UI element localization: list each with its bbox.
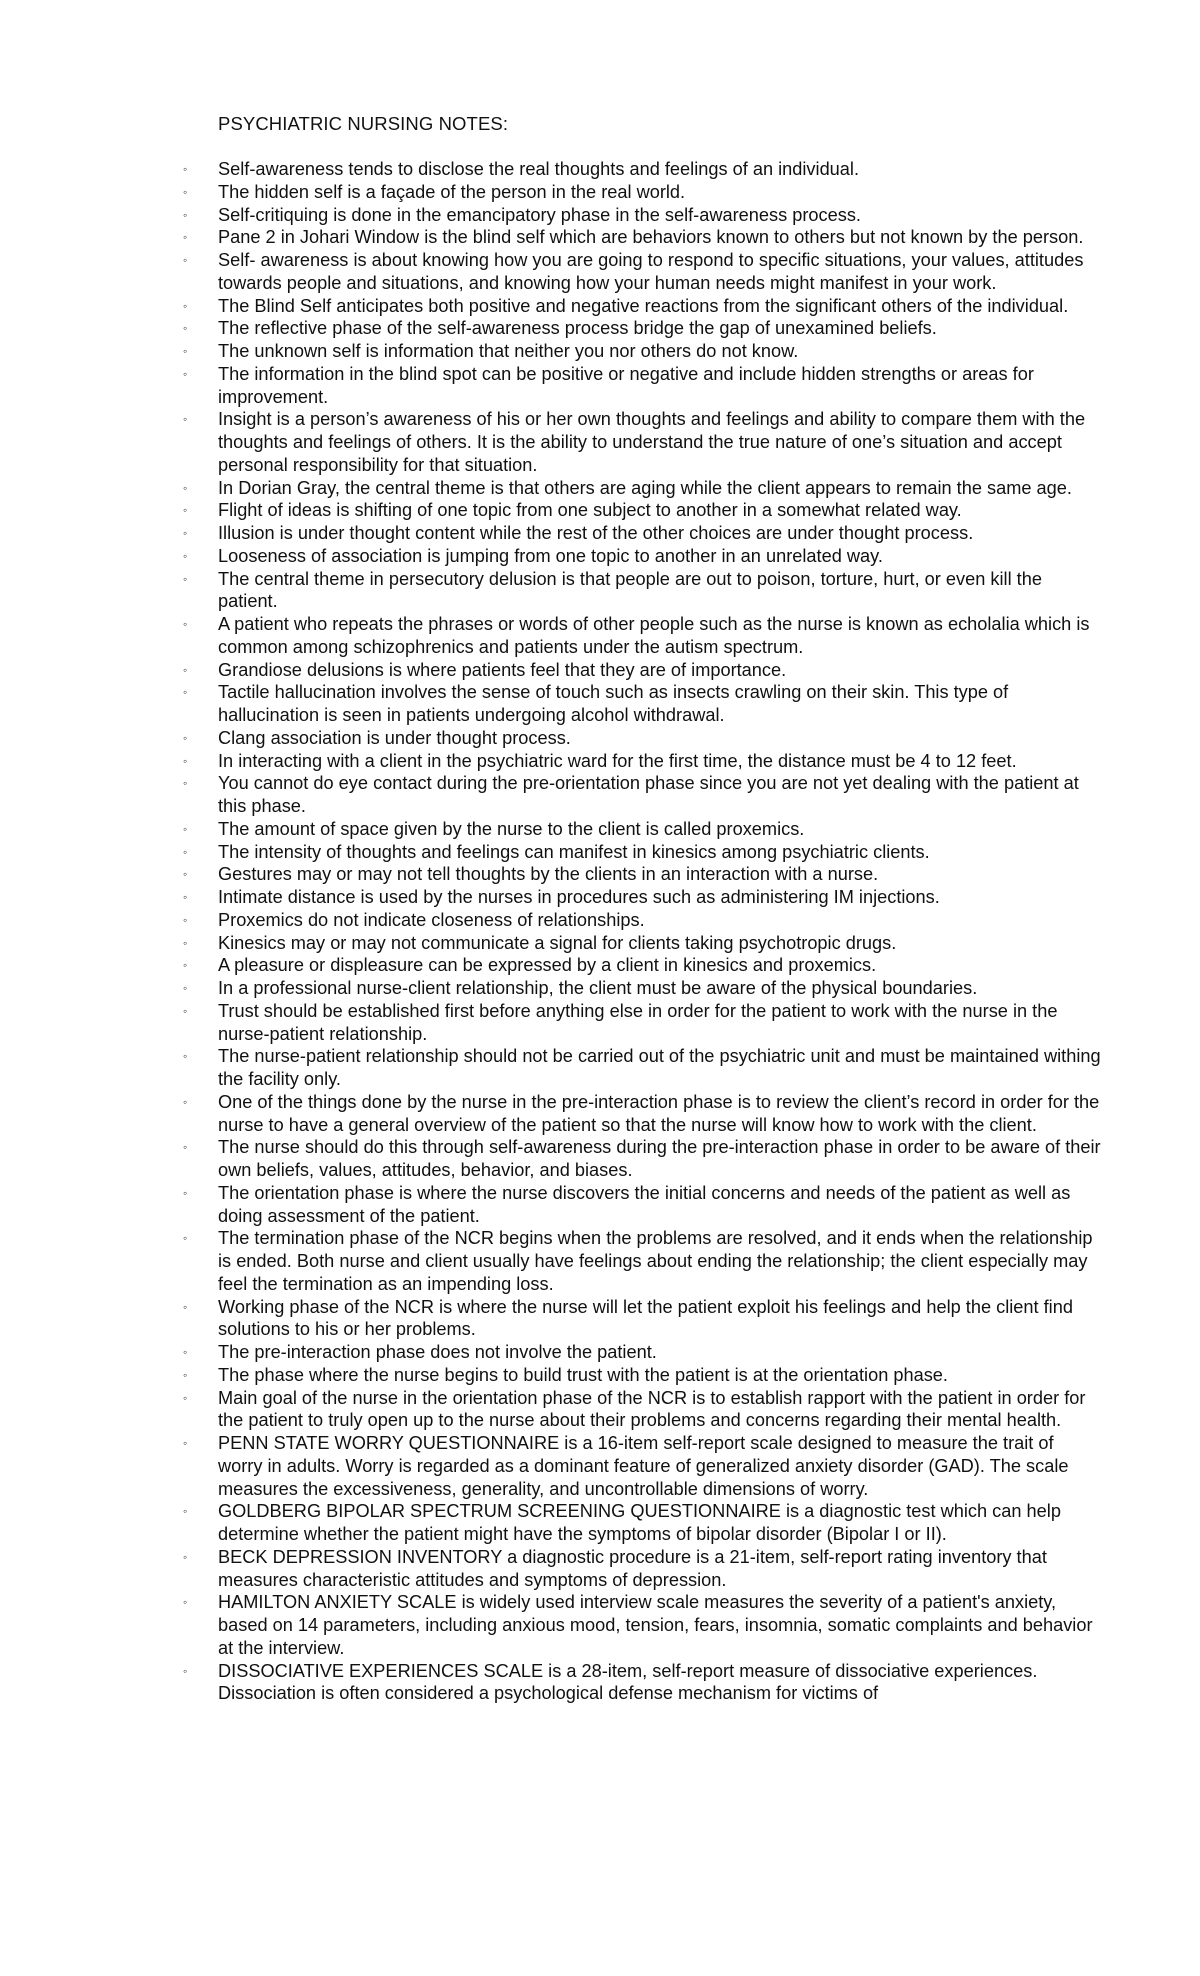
- bullet-icon: ◦: [183, 776, 188, 791]
- list-item-text: Self-critiquing is done in the emancipatory phase in the self-awareness process.: [218, 204, 861, 225]
- list-item: [183, 932, 1103, 955]
- list-item: [183, 1364, 1103, 1387]
- list-item-text: Kinesics may or may not communicate a signal for clients taking psychotropic drugs.: [218, 932, 897, 953]
- bullet-icon: ◦: [183, 1094, 188, 1109]
- list-item-text: The intensity of thoughts and feelings can manifest in kinesics among psychiatric clients.: [218, 841, 930, 862]
- list-item-text: In interacting with a client in the psychiatric ward for the first time, the distance must be 4 to 12 feet.: [218, 750, 1017, 771]
- bullet-icon: ◦: [183, 981, 188, 995]
- list-item: [183, 613, 1103, 659]
- list-item-text: The orientation phase is where the nurse discovers the initial concerns and needs of the patient as well as doing assessment of the patient.: [218, 1182, 1071, 1226]
- notes-list: [183, 158, 1103, 1705]
- list-item: [183, 568, 1103, 614]
- list-item: [183, 204, 1103, 227]
- list-item-text: Illusion is under thought content while the rest of the other choices are under thought process.: [218, 523, 974, 543]
- list-item: [183, 1045, 1103, 1091]
- list-item-text: Gestures may or may not tell thoughts by the clients in an interaction with a nurse.: [218, 864, 879, 885]
- bullet-icon: ◦: [183, 753, 188, 768]
- bullet-icon: ◦: [183, 617, 188, 631]
- list-item: [183, 1387, 1103, 1433]
- bullet-icon: ◦: [183, 1663, 188, 1678]
- list-item-text: The nurse should do this through self-awareness during the pre-interaction phase in order to be aware of their own beliefs, values, attitudes, behavior, and biases.: [218, 1137, 1101, 1180]
- bullet-icon: ◦: [183, 480, 188, 495]
- bullet-icon: ◦: [183, 1390, 188, 1405]
- bullet-icon: ◦: [183, 571, 188, 586]
- bullet-icon: ◦: [183, 1436, 188, 1450]
- list-item: [183, 317, 1103, 340]
- list-item: [183, 681, 1103, 727]
- list-item-text: Insight is a person’s awareness of his or her own thoughts and feelings and ability to compare them with the thoughts and feelings of others. It is the ability to understand the true nature of one’s situation and accept personal responsibility for that situation.: [218, 409, 1086, 475]
- list-item-text: Intimate distance is used by the nurses in procedures such as administering IM injections.: [218, 887, 940, 907]
- bullet-icon: ◦: [183, 207, 188, 222]
- list-item-text: You cannot do eye contact during the pre-orientation phase since you are not yet dealing with the patient at this phase.: [218, 773, 1079, 816]
- bullet-icon: ◦: [183, 844, 188, 859]
- list-item-text: The amount of space given by the nurse to the client is called proxemics.: [218, 818, 805, 839]
- list-item-text: The unknown self is information that neither you nor others do not know.: [218, 341, 799, 361]
- list-item: [183, 659, 1103, 682]
- bullet-icon: ◦: [183, 1504, 188, 1519]
- list-item-text: Looseness of association is jumping from one topic to another in an unrelated way.: [218, 545, 883, 566]
- list-item: [183, 295, 1103, 318]
- bullet-icon: ◦: [183, 253, 188, 267]
- list-item: [183, 1546, 1103, 1592]
- bullet-icon: ◦: [183, 1595, 188, 1610]
- bullet-icon: ◦: [183, 1231, 188, 1246]
- bullet-icon: ◦: [183, 730, 188, 745]
- list-item: [183, 1591, 1103, 1659]
- list-item-text: Working phase of the NCR is where the nurse will let the patient exploit his feelings and help the client find solutions to his or her problems.: [218, 1296, 1073, 1340]
- list-item: [183, 977, 1103, 1000]
- bullet-icon: ◦: [183, 1345, 188, 1359]
- list-item-text: Main goal of the nurse in the orientation phase of the NCR is to establish rapport with the patient in order for the patient to truly open up to the nurse about their problems and concerns regarding their mental health.: [218, 1387, 1086, 1431]
- list-item: [183, 181, 1103, 204]
- list-item: [183, 886, 1103, 909]
- list-item-text: One of the things done by the nurse in the pre-interaction phase is to review the client’s record in order for the nurse to have a general overview of the patient so that the nurse will know how to work with the client.: [218, 1091, 1100, 1135]
- page-title: PSYCHIATRIC NURSING NOTES:: [218, 113, 509, 134]
- list-item-text: Self-awareness tends to disclose the real thoughts and feelings of an individual.: [218, 159, 860, 179]
- list-item: [183, 863, 1103, 886]
- bullet-icon: ◦: [183, 958, 188, 973]
- list-item-text: The termination phase of the NCR begins when the problems are resolved, and it ends when the relationship is ended. Both nurse and client usually have feelings about ending the relationship; the client especially may feel the termination as an impending loss.: [218, 1228, 1093, 1294]
- bullet-icon: ◦: [183, 184, 188, 199]
- list-item: [183, 841, 1103, 864]
- list-item-text: Proxemics do not indicate closeness of relationships.: [218, 909, 645, 930]
- list-item-text: GOLDBERG BIPOLAR SPECTRUM SCREENING QUESTIONNAIRE is a diagnostic test which can help determine whether the patient might have the symptoms of bipolar disorder (Bipolar I or II).: [218, 1501, 1061, 1544]
- bullet-icon: ◦: [183, 821, 188, 836]
- list-item: [183, 772, 1103, 818]
- list-item: [183, 408, 1103, 476]
- list-item: [183, 499, 1103, 522]
- bullet-icon: ◦: [183, 662, 188, 677]
- bullet-icon: ◦: [183, 321, 188, 336]
- list-item-text: DISSOCIATIVE EXPERIENCES SCALE is a 28-item, self-report measure of dissociative experiences. Dissociation is often considered a psychological defense mechanism for victims of: [218, 1660, 1038, 1704]
- list-item: [183, 1000, 1103, 1046]
- list-item: [183, 363, 1103, 409]
- list-item: [183, 545, 1103, 568]
- list-item-text: The information in the blind spot can be positive or negative and include hidden strengths or areas for improvement.: [218, 363, 1034, 407]
- list-item-text: The reflective phase of the self-awareness process bridge the gap of unexamined beliefs.: [218, 318, 937, 339]
- bullet-icon: ◦: [183, 366, 188, 381]
- bullet-icon: ◦: [183, 1140, 188, 1155]
- list-item-text: Trust should be established first before anything else in order for the patient to work with the nurse in the nurse-patient relationship.: [218, 1000, 1058, 1044]
- list-item: [183, 226, 1103, 249]
- list-item-text: Self- awareness is about knowing how you are going to respond to specific situations, your values, attitudes towards people and situations, and knowing how your human needs might manifest in your work.: [218, 250, 1084, 293]
- bullet-icon: ◦: [183, 1299, 188, 1314]
- bullet-icon: ◦: [183, 526, 188, 540]
- list-item-text: A patient who repeats the phrases or words of other people such as the nurse is known as echolalia which is common among schizophrenics and patients under the autism spectrum.: [218, 614, 1090, 657]
- bullet-icon: ◦: [183, 412, 188, 427]
- list-item-text: Clang association is under thought process.: [218, 727, 571, 748]
- list-item-text: The hidden self is a façade of the person in the real world.: [218, 181, 686, 202]
- list-item-text: The nurse-patient relationship should not be carried out of the psychiatric unit and must be maintained withing the facility only.: [218, 1046, 1101, 1089]
- bullet-icon: ◦: [183, 344, 188, 358]
- bullet-icon: ◦: [183, 1549, 188, 1564]
- bullet-icon: ◦: [183, 1049, 188, 1064]
- bullet-icon: ◦: [183, 298, 188, 313]
- bullet-icon: ◦: [183, 867, 188, 882]
- bullet-icon: ◦: [183, 548, 188, 563]
- bullet-icon: ◦: [183, 890, 188, 904]
- bullet-icon: ◦: [183, 685, 188, 700]
- bullet-icon: ◦: [183, 912, 188, 927]
- list-item: [183, 750, 1103, 773]
- list-item-text: The central theme in persecutory delusion is that people are out to poison, torture, hurt, or even kill the patient.: [218, 568, 1042, 612]
- list-item-text: Flight of ideas is shifting of one topic from one subject to another in a somewhat related way.: [218, 500, 962, 521]
- bullet-icon: ◦: [183, 503, 188, 518]
- list-item: [183, 1136, 1103, 1182]
- list-item-text: PENN STATE WORRY QUESTIONNAIRE is a 16-item self-report scale designed to measure the trait of worry in adults. Worry is regarded as a dominant feature of generalized anxiety disorder (GAD). The scale measures the excessiveness, generality, and uncontrollable dimensions of worry.: [218, 1433, 1069, 1499]
- list-item: [183, 954, 1103, 977]
- list-item: [183, 1227, 1103, 1295]
- list-item-text: The Blind Self anticipates both positive and negative reactions from the significant others of the individual.: [218, 295, 1069, 316]
- list-item: [183, 522, 1103, 545]
- list-item-text: In a professional nurse-client relationship, the client must be aware of the physical boundaries.: [218, 978, 978, 998]
- list-item-text: The phase where the nurse begins to build trust with the patient is at the orientation phase.: [218, 1364, 948, 1385]
- bullet-icon: ◦: [183, 1367, 188, 1382]
- list-item-text: Grandiose delusions is where patients feel that they are of importance.: [218, 659, 787, 680]
- list-item: [183, 909, 1103, 932]
- list-item: [183, 249, 1103, 295]
- bullet-icon: ◦: [183, 935, 188, 950]
- bullet-icon: ◦: [183, 1003, 188, 1018]
- list-item: [183, 727, 1103, 750]
- list-item-text: Tactile hallucination involves the sense of touch such as insects crawling on their skin. This type of hallucination is seen in patients undergoing alcohol withdrawal.: [218, 682, 1009, 725]
- list-item: [183, 158, 1103, 181]
- list-item: [183, 1091, 1103, 1137]
- list-item: [183, 1660, 1103, 1706]
- list-item: [183, 1500, 1103, 1546]
- list-item: [183, 340, 1103, 363]
- list-item-text: The pre-interaction phase does not involve the patient.: [218, 1342, 657, 1362]
- list-item-text: BECK DEPRESSION INVENTORY a diagnostic procedure is a 21-item, self-report rating inventory that measures characteristic attitudes and symptoms of depression.: [218, 1546, 1047, 1590]
- list-item-text: A pleasure or displeasure can be expressed by a client in kinesics and proxemics.: [218, 955, 877, 976]
- list-item-text: Pane 2 in Johari Window is the blind self which are behaviors known to others but not known by the person.: [218, 227, 1084, 248]
- list-item: [183, 477, 1103, 500]
- list-item: [183, 1341, 1103, 1364]
- bullet-icon: ◦: [183, 162, 188, 176]
- list-item: [183, 1432, 1103, 1500]
- list-item: [183, 1296, 1103, 1342]
- list-item: [183, 1182, 1103, 1228]
- list-item-text: In Dorian Gray, the central theme is that others are aging while the client appears to remain the same age.: [218, 477, 1072, 498]
- list-item: [183, 818, 1103, 841]
- bullet-icon: ◦: [183, 1185, 188, 1200]
- list-item-text: HAMILTON ANXIETY SCALE is widely used interview scale measures the severity of a patient's anxiety, based on 14 parameters, including anxious mood, tension, fears, insomnia, somatic complaints and behavior at the interview.: [218, 1592, 1093, 1658]
- bullet-icon: ◦: [183, 230, 188, 245]
